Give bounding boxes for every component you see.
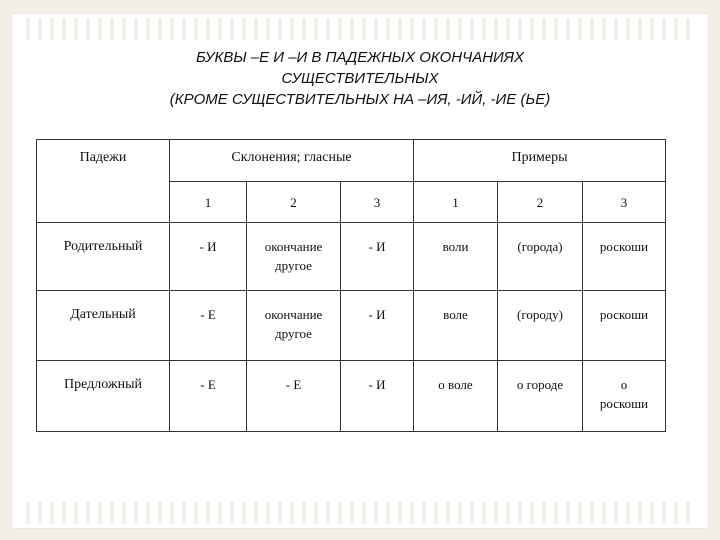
subheader-declension-1: 1: [170, 182, 247, 223]
table-cell: роскоши: [583, 291, 666, 361]
subheader-declension-3: 3: [341, 182, 414, 223]
slide-title: [0, 47, 720, 110]
cell-text: о роскоши: [599, 377, 649, 411]
table-cell: - Е: [247, 361, 341, 432]
subheader-example-1: 1: [414, 182, 498, 223]
subheader-example-3: 3: [583, 182, 666, 223]
table-cell: - И: [170, 223, 247, 291]
title-line-2: СУЩЕСТВИТЕЛЬНЫХ: [281, 70, 439, 87]
cell-text: окончание другое: [264, 307, 323, 341]
table-cell: - Е: [170, 291, 247, 361]
table-cell: о воле: [414, 361, 498, 432]
table-cell: [583, 361, 666, 432]
header-cases: Падежи: [37, 140, 170, 223]
table-row: [37, 361, 666, 432]
table-cell: - Е: [170, 361, 247, 432]
subheader-example-2: 2: [498, 182, 583, 223]
perforated-edge-bottom: [26, 502, 694, 524]
table-cell: о городе: [498, 361, 583, 432]
case-label: Дательный: [37, 291, 170, 361]
title-line-1: БУКВЫ –Е И –И В ПАДЕЖНЫХ ОКОНЧАНИЯХ: [195, 49, 525, 66]
perforated-edge-top: [26, 18, 694, 40]
table-cell: - И: [341, 291, 414, 361]
table-cell: воли: [414, 223, 498, 291]
table-row: [37, 223, 666, 291]
table-cell: (городу): [498, 291, 583, 361]
table-cell: [247, 291, 341, 361]
table-cell: воле: [414, 291, 498, 361]
title-line-3: (КРОМЕ СУЩЕСТВИТЕЛЬНЫХ НА –ИЯ, -ИЙ, -ИЕ (ЬЕ): [169, 91, 551, 108]
header-row: [37, 140, 666, 182]
table-row: [37, 291, 666, 361]
case-label: Предложный: [37, 361, 170, 432]
cell-text: окончание другое: [264, 239, 323, 273]
subheader-declension-2: 2: [247, 182, 341, 223]
endings-table: [36, 139, 666, 432]
case-label: Родительный: [37, 223, 170, 291]
header-examples: Примеры: [414, 140, 666, 182]
table-cell: роскоши: [583, 223, 666, 291]
table-cell: - И: [341, 223, 414, 291]
table-cell: - И: [341, 361, 414, 432]
header-declensions: Склонения; гласные: [170, 140, 414, 182]
table-cell: [247, 223, 341, 291]
table-cell: (города): [498, 223, 583, 291]
